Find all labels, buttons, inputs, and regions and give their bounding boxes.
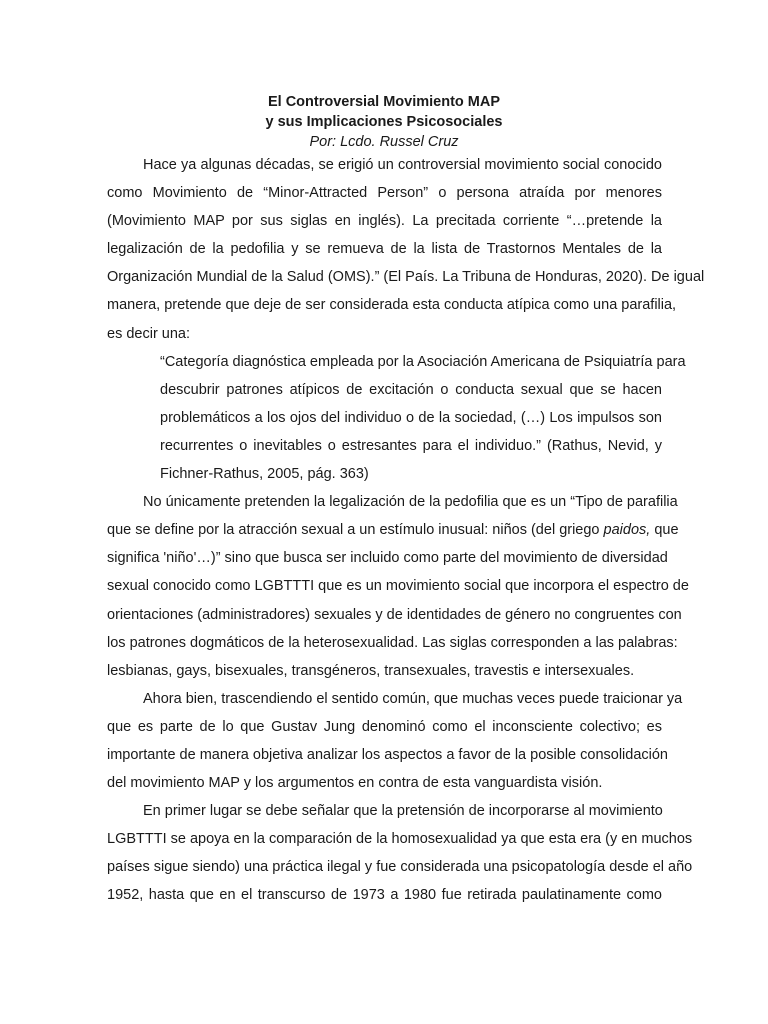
quote-line: Fichner-Rathus, 2005, pág. 363) xyxy=(160,466,369,483)
title-line-2: y sus Implicaciones Psicosociales xyxy=(265,114,503,130)
italic-term: paidos, xyxy=(603,522,651,539)
paragraph-line: del movimiento MAP y los argumentos en contra de esta vanguardista visión. xyxy=(107,775,603,792)
paragraph-line: LGBTTTI se apoya en la comparación de la homosexualidad ya que esta era (y en muchos xyxy=(107,831,693,848)
paragraph-line: los patrones dogmáticos de la heterosexualidad. Las siglas corresponden a las palabras: xyxy=(107,634,678,651)
text-segment: que xyxy=(650,522,679,539)
paragraph-line: orientaciones (administradores) sexuales y de identidades de género no congruentes con xyxy=(107,606,682,623)
paragraph-line: como Movimiento de “Minor-Attracted Person” o persona atraída por menores xyxy=(107,185,662,202)
paragraph-line: No únicamente pretenden la legalización de la pedofilia que es un “Tipo de parafilia xyxy=(143,494,678,511)
quote-line: recurrentes o inevitables o estresantes para el individuo.” (Rathus, Nevid, y xyxy=(160,437,662,454)
paragraph-line xyxy=(107,516,679,544)
paragraph-line: que es parte de lo que Gustav Jung denominó como el inconsciente colectivo; es xyxy=(107,718,662,735)
paragraph-line: En primer lugar se debe señalar que la pretensión de incorporarse al movimiento xyxy=(143,803,663,820)
paragraph-line: Hace ya algunas décadas, se erigió un controversial movimiento social conocido xyxy=(143,157,662,173)
paragraph-line: significa 'niño'…)” sino que busca ser incluido como parte del movimiento de diversidad xyxy=(107,550,668,567)
title-line-1: El Controversial Movimiento MAP xyxy=(267,94,501,110)
paragraph-line: (Movimiento MAP por sus siglas en inglés). La precitada corriente “…pretende la xyxy=(107,213,662,230)
title-block xyxy=(0,92,768,152)
paragraph-line: legalización de la pedofilia y se remueva de la lista de Trastornos Mentales de la xyxy=(107,241,662,258)
paragraph-line: lesbianas, gays, bisexuales, transgéneros, transexuales, travestis e intersexuales. xyxy=(107,662,635,679)
text-segment: que se define por la atracción sexual a un estímulo inusual: niños (del griego xyxy=(107,522,604,539)
quote-line: “Categoría diagnóstica empleada por la Asociación Americana de Psiquiatría para xyxy=(160,353,686,370)
paragraph-line: Organización Mundial de la Salud (OMS).” (El País. La Tribuna de Honduras, 2020). De igual xyxy=(107,269,705,286)
author-byline: Por: Lcdo. Russel Cruz xyxy=(309,134,459,150)
paragraph-line: manera, pretende que deje de ser considerada esta conducta atípica como una parafilia, xyxy=(107,297,677,314)
paragraph-line: sexual conocido como LGBTTTI que es un movimiento social que incorpora el espectro de xyxy=(107,578,689,595)
article-body xyxy=(107,151,705,910)
paragraph-line: es decir una: xyxy=(107,325,191,342)
paragraph-line: Ahora bien, trascendiendo el sentido común, que muchas veces puede traicionar ya xyxy=(143,690,683,707)
quote-line: problemáticos a los ojos del individuo o de la sociedad, (…) Los impulsos son xyxy=(160,409,662,426)
paragraph-line: países sigue siendo) una práctica ilegal y fue considerada una psicopatología desde el año xyxy=(107,859,693,876)
quote-line: descubrir patrones atípicos de excitación o conducta sexual que se hacen xyxy=(160,381,662,398)
paragraph-line: importante de manera objetiva analizar los aspectos a favor de la posible consolidación xyxy=(107,746,668,763)
paragraph-line: 1952, hasta que en el transcurso de 1973 a 1980 fue retirada paulatinamente como xyxy=(107,887,662,904)
